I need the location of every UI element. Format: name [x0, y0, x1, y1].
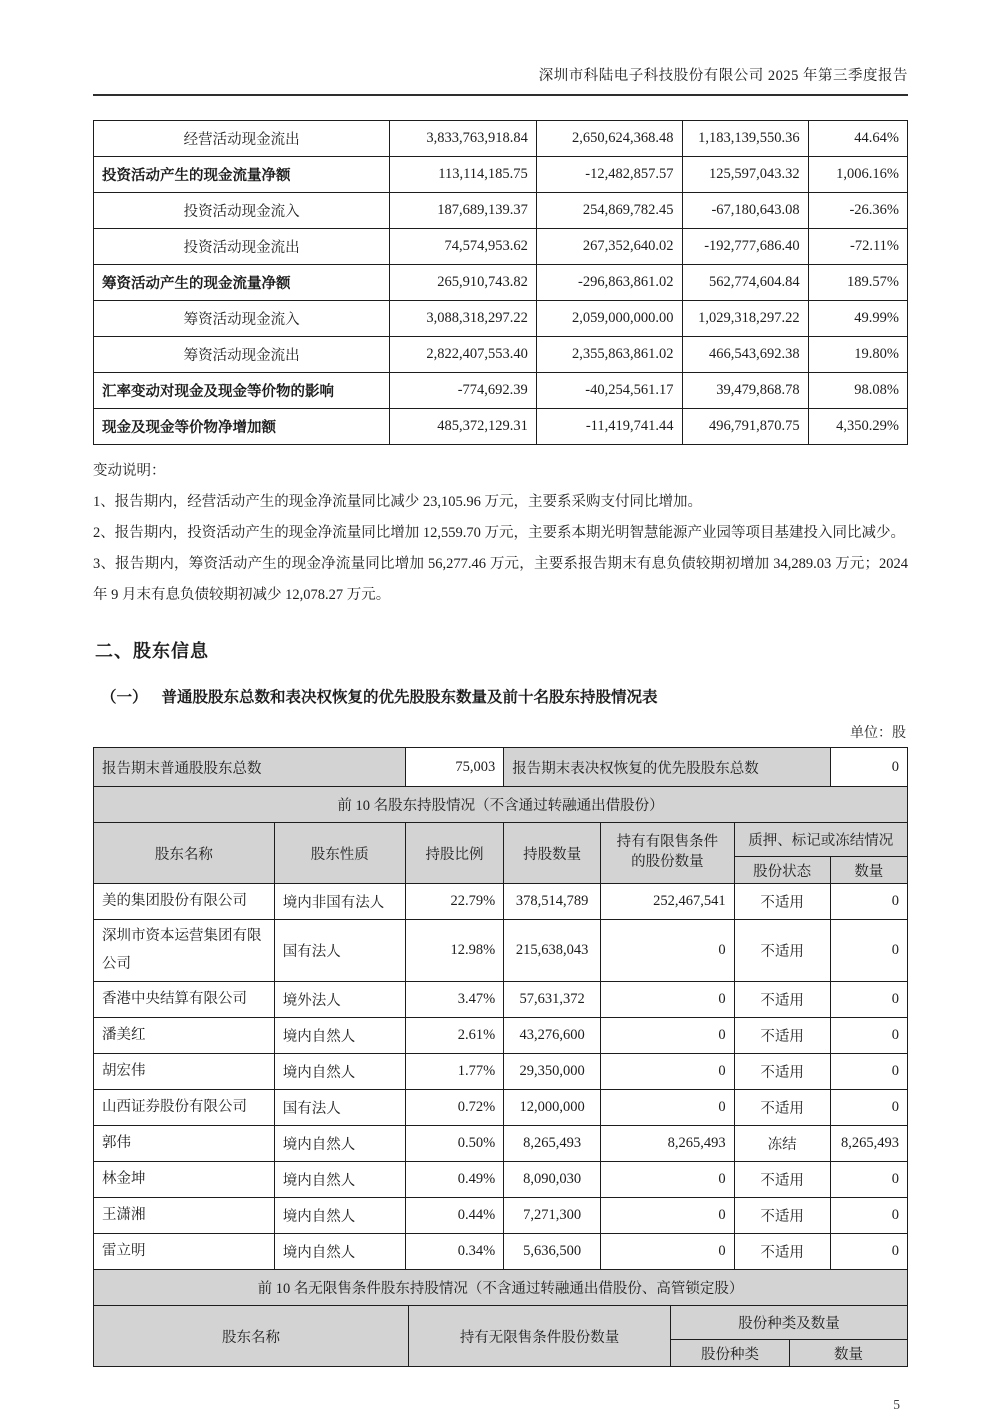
holding-count: 8,265,493 [504, 1126, 601, 1162]
pledge-qty: 0 [830, 982, 907, 1018]
value-cell: 113,114,185.75 [390, 157, 537, 193]
shareholder-row [94, 1054, 908, 1090]
holding-count: 8,090,030 [504, 1162, 601, 1198]
holding-count: 378,514,789 [504, 884, 601, 920]
row-label: 筹资活动产生的现金流量净额 [94, 265, 390, 301]
holding-ratio: 0.50% [405, 1126, 503, 1162]
holding-ratio: 2.61% [405, 1018, 503, 1054]
restricted-count: 0 [601, 982, 734, 1018]
pledge-qty: 0 [830, 1234, 907, 1270]
summary-label: 报告期末普通股股东总数 [94, 748, 406, 787]
pledge-qty: 0 [830, 1054, 907, 1090]
header-row [94, 1306, 908, 1340]
holding-ratio: 0.49% [405, 1162, 503, 1198]
cashflow-table [93, 120, 908, 445]
restricted-count: 0 [601, 1090, 734, 1126]
table-row [94, 373, 908, 409]
table-row [94, 337, 908, 373]
holding-ratio: 12.98% [405, 920, 503, 982]
shareholder-name: 美的集团股份有限公司 [94, 884, 275, 920]
value-cell: 485,372,129.31 [390, 409, 537, 445]
row-label: 筹资活动现金流出 [94, 337, 390, 373]
shareholder-nature: 境外法人 [274, 982, 405, 1018]
value-cell: 3,088,318,297.22 [390, 301, 537, 337]
table-section-title-row [94, 1270, 908, 1306]
pledge-qty: 0 [830, 1162, 907, 1198]
subsection-marker: （一） [101, 689, 148, 706]
shareholder-row [94, 1162, 908, 1198]
shareholder-row [94, 1018, 908, 1054]
value-cell: 4,350.29% [808, 409, 907, 445]
holding-ratio: 1.77% [405, 1054, 503, 1090]
table-row [94, 265, 908, 301]
pledge-qty: 8,265,493 [830, 1126, 907, 1162]
pledge-qty: 0 [830, 1198, 907, 1234]
summary-label: 报告期末表决权恢复的优先股股东总数 [504, 748, 830, 787]
value-cell: 265,910,743.82 [390, 265, 537, 301]
value-cell: 74,574,953.62 [390, 229, 537, 265]
shareholder-row [94, 1234, 908, 1270]
row-label: 现金及现金等价物净增加额 [94, 409, 390, 445]
shareholder-nature: 国有法人 [274, 920, 405, 982]
shareholder-name: 林金坤 [94, 1162, 275, 1198]
holding-count: 43,276,600 [504, 1018, 601, 1054]
value-cell: -11,419,741.44 [536, 409, 682, 445]
shareholder-name: 雷立明 [94, 1234, 275, 1270]
value-cell: 189.57% [808, 265, 907, 301]
table-row [94, 301, 908, 337]
value-cell: -192,777,686.40 [682, 229, 808, 265]
unrestricted-title: 前 10 名无限售条件股东持股情况（不含通过转融通出借股份、高管锁定股） [94, 1270, 908, 1306]
shareholder-nature: 境内非国有法人 [274, 884, 405, 920]
holding-count: 57,631,372 [504, 982, 601, 1018]
shareholder-name: 胡宏伟 [94, 1054, 275, 1090]
value-cell: 496,791,870.75 [682, 409, 808, 445]
shareholder-row [94, 884, 908, 920]
shareholder-name: 郭伟 [94, 1126, 275, 1162]
notes-heading: 变动说明： [93, 463, 166, 479]
restricted-count: 0 [601, 1162, 734, 1198]
column-header: 持有无限售条件股份数量 [409, 1306, 671, 1367]
holding-count: 29,350,000 [504, 1054, 601, 1090]
value-cell: -12,482,857.57 [536, 157, 682, 193]
holding-ratio: 22.79% [405, 884, 503, 920]
value-cell: 1,183,139,550.36 [682, 121, 808, 157]
row-label: 投资活动现金流出 [94, 229, 390, 265]
value-cell: 1,006.16% [808, 157, 907, 193]
pledge-status: 不适用 [734, 1018, 830, 1054]
restricted-count: 8,265,493 [601, 1126, 734, 1162]
pledge-status: 不适用 [734, 920, 830, 982]
shareholder-row [94, 1126, 908, 1162]
value-cell: 2,059,000,000.00 [536, 301, 682, 337]
restricted-count: 0 [601, 1018, 734, 1054]
subsection-text: 普通股股东总数和表决权恢复的优先股股东数量及前十名股东持股情况表 [161, 689, 658, 706]
summary-row [94, 748, 908, 787]
holding-count: 215,638,043 [504, 920, 601, 982]
value-cell: 2,650,624,368.48 [536, 121, 682, 157]
document-header [93, 64, 908, 96]
value-cell: 2,355,863,861.02 [536, 337, 682, 373]
subsection-title [101, 685, 908, 707]
table-row [94, 157, 908, 193]
table-row [94, 193, 908, 229]
page-number: 5 [893, 1397, 900, 1413]
shareholder-nature: 境内自然人 [274, 1198, 405, 1234]
row-label: 投资活动产生的现金流量净额 [94, 157, 390, 193]
holding-ratio: 0.72% [405, 1090, 503, 1126]
holding-count: 12,000,000 [504, 1090, 601, 1126]
value-cell: 3,833,763,918.84 [390, 121, 537, 157]
document-title: 深圳市科陆电子科技股份有限公司 2025 年第三季度报告 [538, 68, 908, 84]
value-cell: 562,774,604.84 [682, 265, 808, 301]
value-cell: 39,479,868.78 [682, 373, 808, 409]
holding-ratio: 0.34% [405, 1234, 503, 1270]
column-header: 数量 [830, 857, 907, 884]
pledge-qty: 0 [830, 884, 907, 920]
unrestricted-shareholder-table [93, 1269, 908, 1367]
value-cell: 267,352,640.02 [536, 229, 682, 265]
table-row [94, 121, 908, 157]
value-cell: 2,822,407,553.40 [390, 337, 537, 373]
column-header: 股东名称 [94, 823, 275, 884]
pledge-status: 不适用 [734, 1234, 830, 1270]
value-cell: 1,029,318,297.22 [682, 301, 808, 337]
holding-ratio: 0.44% [405, 1198, 503, 1234]
shareholder-name: 香港中央结算有限公司 [94, 982, 275, 1018]
pledge-status: 不适用 [734, 884, 830, 920]
shareholder-nature: 境内自然人 [274, 1162, 405, 1198]
shareholder-row [94, 982, 908, 1018]
section-title: 二、股东信息 [95, 641, 209, 661]
restricted-count: 0 [601, 1054, 734, 1090]
column-header: 持股数量 [504, 823, 601, 884]
value-cell: -67,180,643.08 [682, 193, 808, 229]
row-label: 筹资活动现金流入 [94, 301, 390, 337]
value-cell: -40,254,561.17 [536, 373, 682, 409]
table-row [94, 409, 908, 445]
column-header: 股东名称 [94, 1306, 409, 1367]
row-label: 汇率变动对现金及现金等价物的影响 [94, 373, 390, 409]
shareholder-nature: 国有法人 [274, 1090, 405, 1126]
value-cell: 187,689,139.37 [390, 193, 537, 229]
top10-title: 前 10 名股东持股情况（不含通过转融通出借股份） [94, 787, 908, 823]
value-cell: 98.08% [808, 373, 907, 409]
column-header: 数量 [789, 1340, 907, 1367]
unit-label: 单位：股 [850, 726, 906, 741]
value-cell: 44.64% [808, 121, 907, 157]
value-cell: 19.80% [808, 337, 907, 373]
shareholder-name: 山西证券股份有限公司 [94, 1090, 275, 1126]
pledge-qty: 0 [830, 1090, 907, 1126]
pledge-status: 不适用 [734, 1090, 830, 1126]
pledge-status: 不适用 [734, 982, 830, 1018]
shareholder-nature: 境内自然人 [274, 1234, 405, 1270]
shareholder-name: 深圳市资本运营集团有限公司 [94, 920, 275, 982]
value-cell: -26.36% [808, 193, 907, 229]
shareholder-table [93, 747, 908, 1270]
value-cell: -72.11% [808, 229, 907, 265]
shareholder-nature: 境内自然人 [274, 1126, 405, 1162]
holding-count: 5,636,500 [504, 1234, 601, 1270]
shareholder-row [94, 920, 908, 982]
value-cell: 49.99% [808, 301, 907, 337]
column-header [601, 823, 734, 884]
column-header: 质押、标记或冻结情况 [734, 823, 907, 857]
column-header: 股份种类及数量 [671, 1306, 908, 1340]
shareholder-row [94, 1090, 908, 1126]
pledge-status: 冻结 [734, 1126, 830, 1162]
restricted-count: 252,467,541 [601, 884, 734, 920]
pledge-status: 不适用 [734, 1162, 830, 1198]
holding-ratio: 3.47% [405, 982, 503, 1018]
pledge-status: 不适用 [734, 1054, 830, 1090]
column-header: 股份状态 [734, 857, 830, 884]
shareholder-name: 王潇湘 [94, 1198, 275, 1234]
column-header: 股东性质 [274, 823, 405, 884]
value-cell: 125,597,043.32 [682, 157, 808, 193]
note-item: 2、报告期内，投资活动产生的现金净流量同比增加 12,559.70 万元，主要系本期光明智慧能源产业园等项目基建投入同比减少。 [93, 525, 905, 541]
change-notes [93, 456, 908, 611]
holding-count: 7,271,300 [504, 1198, 601, 1234]
row-label: 投资活动现金流入 [94, 193, 390, 229]
value-cell: -296,863,861.02 [536, 265, 682, 301]
shareholder-row [94, 1198, 908, 1234]
column-header-line: 的股份数量 [631, 854, 704, 870]
summary-value: 0 [830, 748, 907, 787]
restricted-count: 0 [601, 1234, 734, 1270]
column-header: 持股比例 [405, 823, 503, 884]
restricted-count: 0 [601, 920, 734, 982]
pledge-status: 不适用 [734, 1198, 830, 1234]
note-item: 1、报告期内，经营活动产生的现金净流量同比减少 23,105.96 万元，主要系采购支付同比增加。 [93, 494, 702, 510]
column-header-line: 持有有限售条件 [616, 834, 719, 851]
summary-value: 75,003 [405, 748, 503, 787]
value-cell: -774,692.39 [390, 373, 537, 409]
pledge-qty: 0 [830, 1018, 907, 1054]
header-row [94, 823, 908, 857]
pledge-qty: 0 [830, 920, 907, 982]
row-label: 经营活动现金流出 [94, 121, 390, 157]
value-cell: 466,543,692.38 [682, 337, 808, 373]
restricted-count: 0 [601, 1198, 734, 1234]
column-header: 股份种类 [671, 1340, 790, 1367]
value-cell: 254,869,782.45 [536, 193, 682, 229]
table-row [94, 229, 908, 265]
shareholder-nature: 境内自然人 [274, 1018, 405, 1054]
shareholder-name: 潘美红 [94, 1018, 275, 1054]
shareholder-nature: 境内自然人 [274, 1054, 405, 1090]
table-section-title-row [94, 787, 908, 823]
note-item: 3、报告期内，筹资活动产生的现金净流量同比增加 56,277.46 万元，主要系报告期末有息负债较期初增加 34,289.03 万元；2024 年 9 月末有息负债较期初减少 12,078.27 万元。 [93, 556, 908, 603]
